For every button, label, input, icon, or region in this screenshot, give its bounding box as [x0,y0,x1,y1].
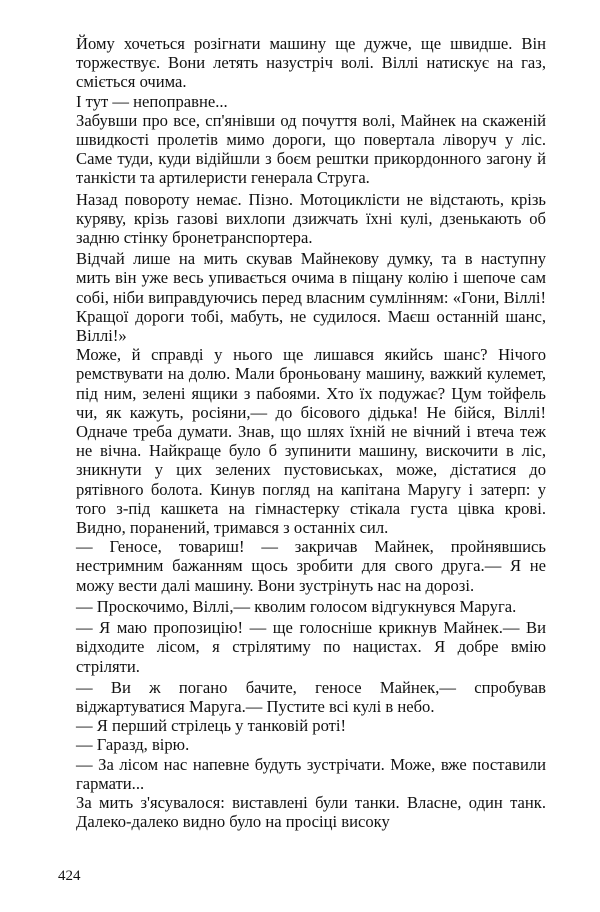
paragraph-8: — Проскочимо, Віллі,— кволим голосом відгукнувся Маруга. [76,596,517,616]
paragraph-12: — Гаразд, вірю. [76,735,190,755]
paragraph-4: Назад повороту немає. Пізно. Мотоциклісти не відстають, крізь куряву, крізь газові вихлопи дзижчать їхні кулі, дзенькають об задню стінку бронетранспортера. [76,189,546,248]
paragraph-14: За мить з'ясувалося: виставлені були танки. Власне, один танк. Далеко-далеко видно було на просіці високу [76,792,546,832]
paragraph-1: Йому хочеться розігнати машину ще дужче, ще швидше. Він торжествує. Вони летять назустріч волі. Віллі натискує на газ, сміється очима. [76,34,546,92]
paragraph-7: — Геносе, товариш! — закричав Майнек, пройнявшись нестримним бажанням щось зробити для свого друга.— Я не можу вести далі машину. Вони зустрінуть нас на дорозі. [76,537,546,595]
paragraph-11: — Я перший стрілець у танковій роті! [76,716,347,736]
paragraph-13: — За лісом нас напевне будуть зустрічати. Може, вже поставили гармати... [76,754,546,793]
page-text [76,34,546,831]
page-number: 424 [58,868,81,884]
paragraph-10: — Ви ж погано бачите, геносе Майнек,— спробував віджартуватися Маруга.— Пустите всі кулі в небо. [76,677,546,716]
paragraph-9: — Я маю пропозицію! — ще голосніше крикнув Майнек.— Ви відходите лісом, я стрілятиму по нацистах. Я добре вмію стріляти. [76,618,546,676]
paragraph-2: І тут — непоправне... [76,91,228,111]
paragraph-5: Відчай лише на мить скував Майнекову думку, та в наступну мить він уже весь упивається очима в піщану колію і шепоче сам собі, ніби виправдуючись перед власним сумлінням: «Гони, Віллі! Кращої дороги тобі, мабуть, не судилося. Маєш останній шанс, Віллі!» [76,249,546,346]
paragraph-3: Забувши про все, сп'янівши од почуття волі, Майнек на скаженій швидкості пролетів мимо дороги, що повертала ліворуч у ліс. Саме туди, куди відійшли з боєм рештки прикордонного загону й танкісти та артилеристи генерала Струга. [76,110,546,188]
paragraph-6: Може, й справді у нього ще лишався якийсь шанс? Нічого ремствувати на долю. Мали броньовану машину, важкий кулемет, під ним, зелені ящики з пабоями. Хто їх подужає? Цум тойфель чи, як кажуть, росіяни,— до бісового дідька! Не бійся, Віллі! Одначе треба думати. Знав, що шлях їхній не вічний і втеча теж не вічна. Найкраще було б зупинити машину, вискочити в ліс, зникнути у цих зелених пустовиськах, може, дістатися до рятівного болота. Кинув погляд на капітана Маругу і затерп: у того з-під кашкета на гімнастерку стікала густа цівка крові. Видно, поранений, тримався з останніх сил. [76,345,546,538]
